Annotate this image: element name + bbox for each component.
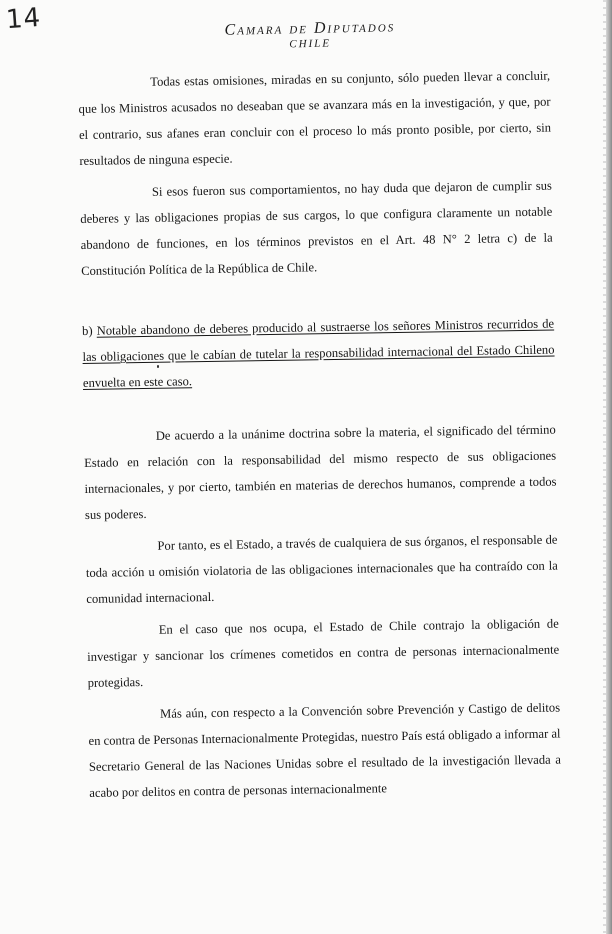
paragraph-doctrina: De acuerdo a la unánime doctrina sobre la materia, el significado del término Estado en relación con la responsabilidad del mismo respecto de sus obligaciones internacionales, y por cierto, también en materias de derechos humanos, comprende a todos sus poderes. bbox=[84, 422, 557, 522]
paragraph-comportamientos: Si esos fueron sus comportamientos, no hay duda que dejaron de cumplir sus deberes y las obligaciones propias de sus cargos, lo que configura claramente un notable abandono de funciones, en los términos previstos en el Art. 48 N° 2 letra c) de la Constitución Política de la República de Chile. bbox=[80, 178, 553, 278]
section-heading-text: Notable abandono de deberes producido al sustraerse los señores Ministros recurridos de las obligaciones que le cabían de tutelar la responsabilidad internacional del Estado Chileno envuelta en este caso. bbox=[82, 316, 555, 390]
letterhead bbox=[180, 17, 441, 52]
paragraph-omisiones: Todas estas omisiones, miradas en su conjunto, sólo pueden llevar a concluir, que los Ministros acusados no deseaban que se avanzara más en la investigación, y que, por el contrario, sus afanes eran concluir con el proceso lo más pronto posible, por cierto, sin resultados de ninguna especie. bbox=[78, 68, 552, 168]
paragraph-caso: En el caso que nos ocupa, el Estado de Chile contrajo la obligación de investigar y sancionar los crímenes cometidos en contra de personas internacionalmente protegidas. bbox=[87, 616, 560, 690]
scan-edge bbox=[606, 0, 612, 934]
paragraph-por-tanto: Por tanto, es el Estado, a través de cualquiera de sus órganos, el responsable de toda acción u omisión violatoria de las obligaciones internacionales que ha contraído con la comunidad internacional. bbox=[85, 532, 558, 606]
section-heading-prefix: b) bbox=[81, 323, 93, 338]
section-heading-b bbox=[82, 311, 555, 396]
scan-edge-texture bbox=[603, 0, 606, 934]
document-body bbox=[78, 63, 562, 806]
letterhead-title: Camara de Diputados bbox=[224, 18, 396, 39]
paragraph-convencion: Más aún, con respecto a la Convención sobre Prevención y Castigo de delitos en contra de Personas Internacionalmente Protegidas, nuestro País está obligado a informar al Secretario General de las Naciones Unidas sobre el resultado de la investigación llevada a acabo por delitos en contra de personas internacionalmente bbox=[88, 700, 561, 800]
letterhead-subtitle: CHILE bbox=[289, 37, 332, 51]
handwritten-page-number: 14 bbox=[4, 2, 43, 36]
